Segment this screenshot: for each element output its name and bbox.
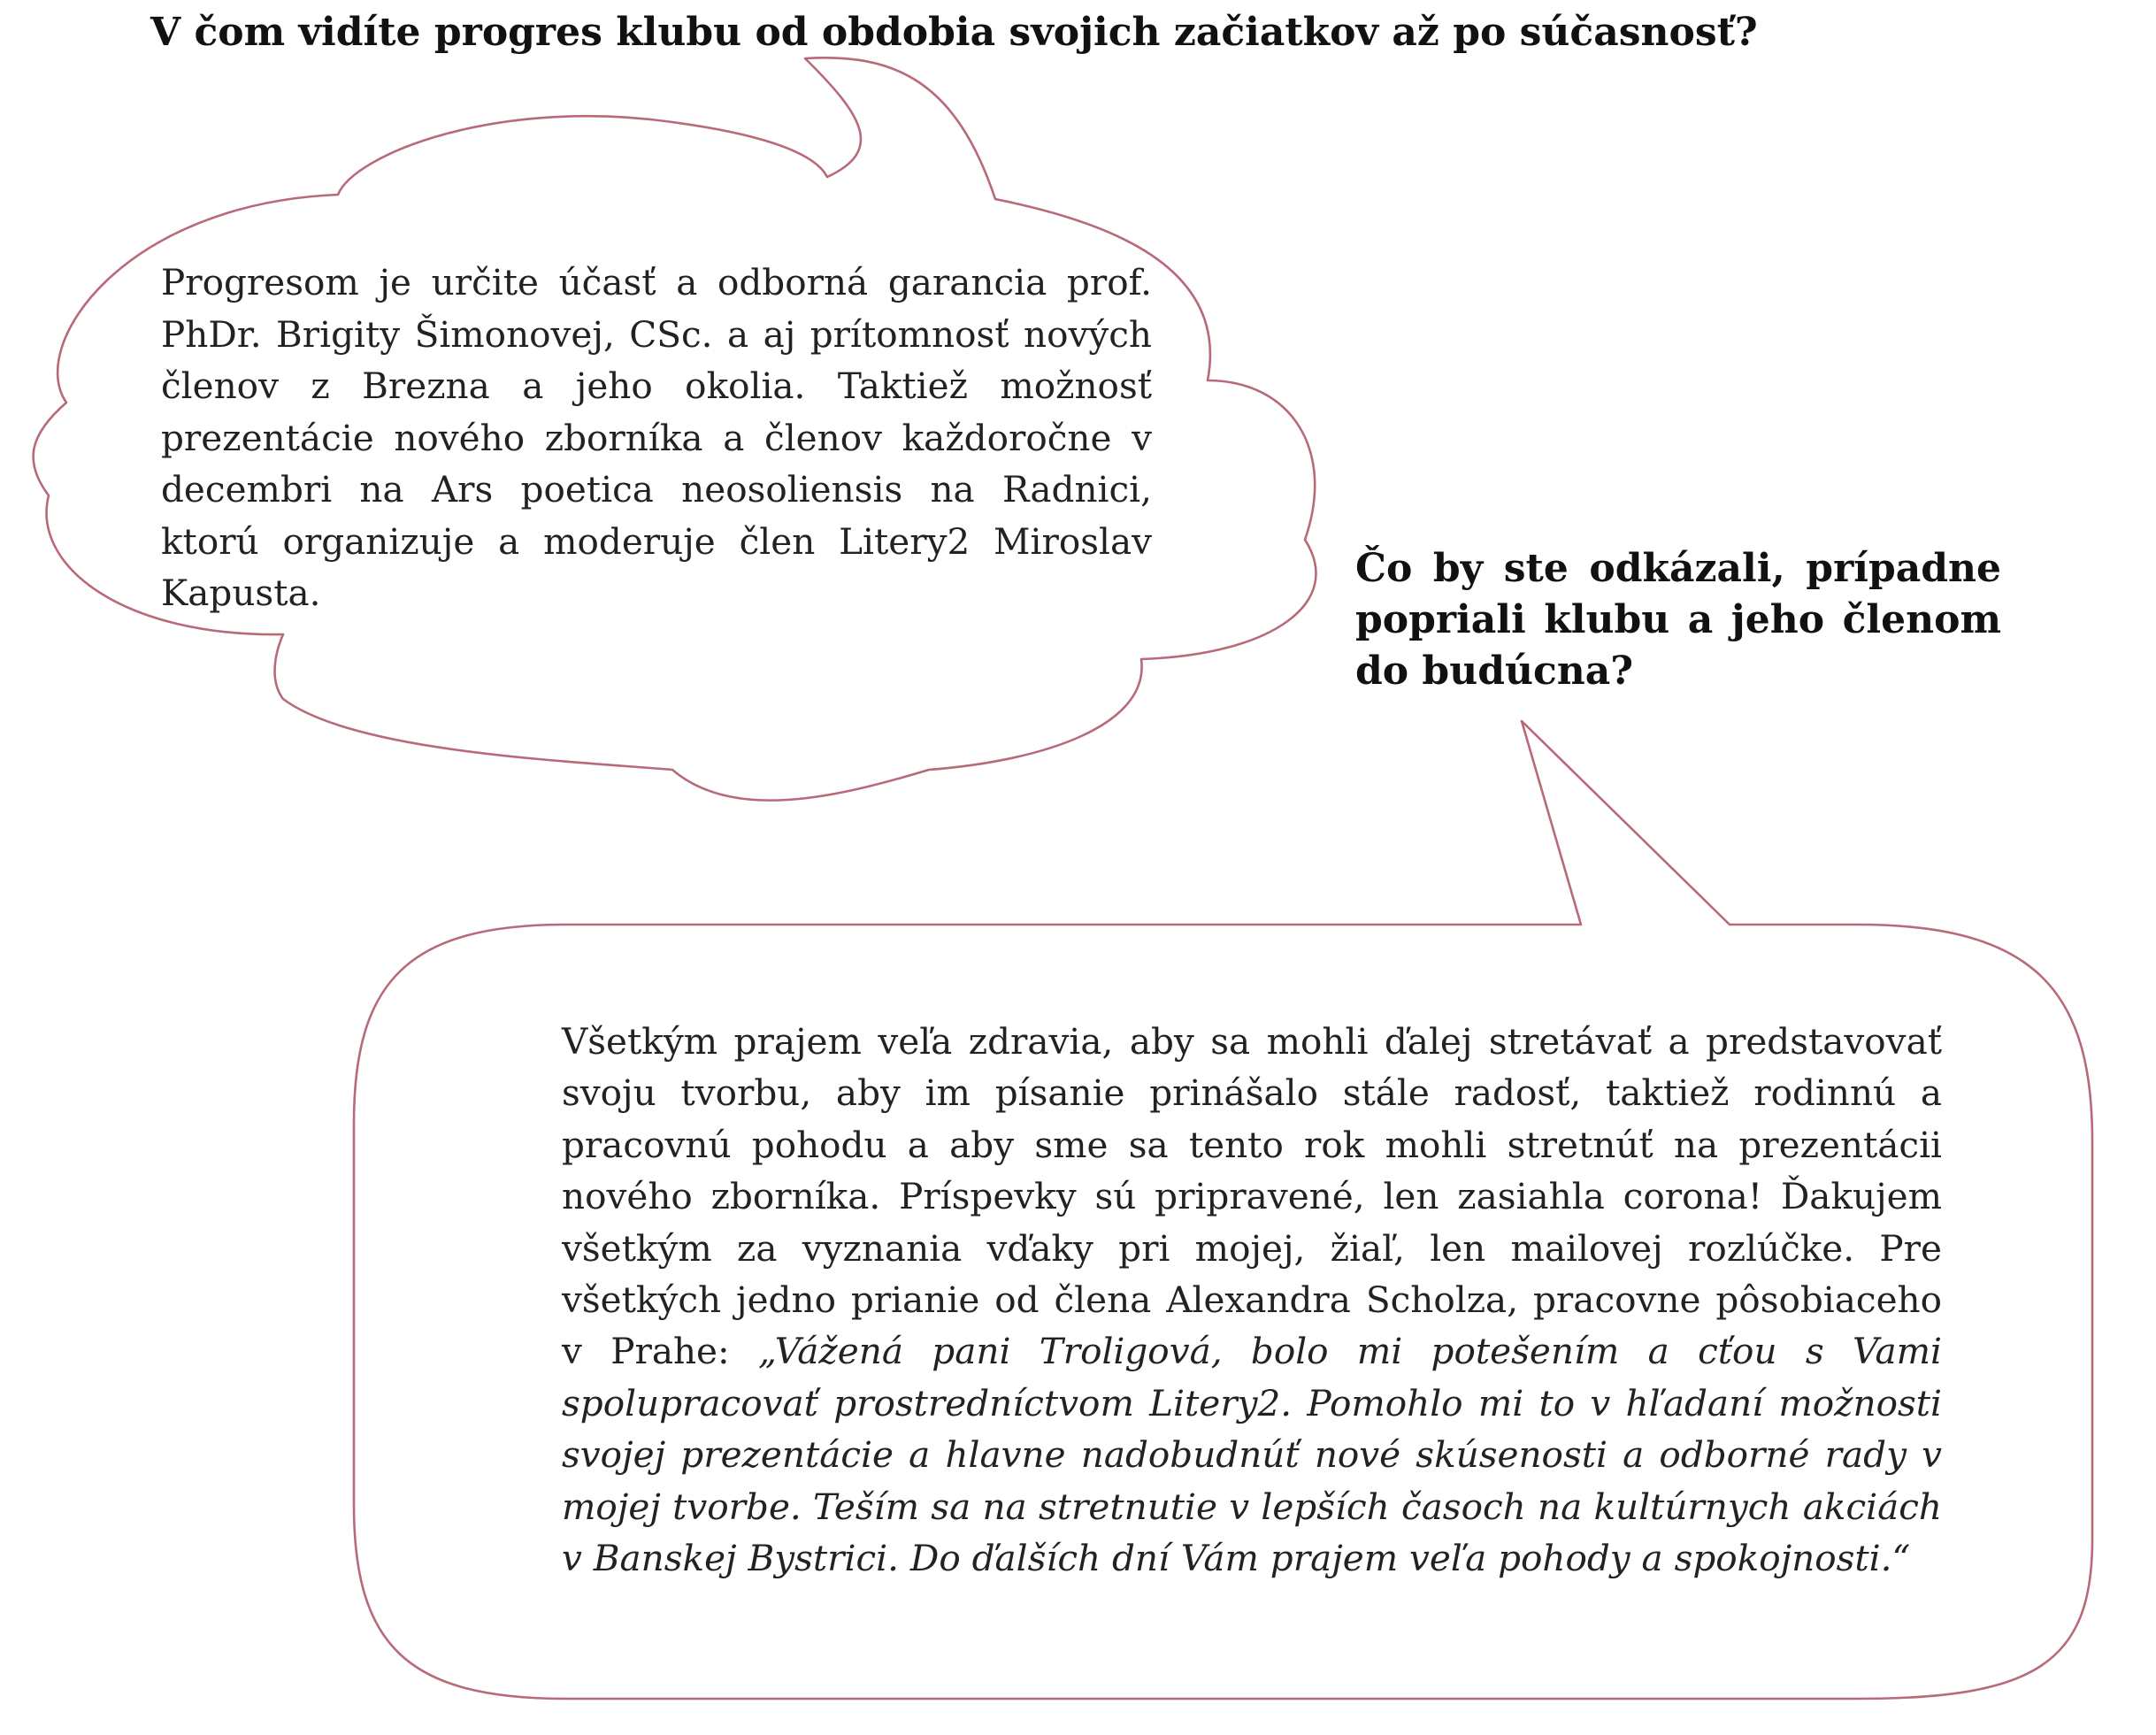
answer-1-paragraph: Progresom je určite účasť a odborná garancia prof. PhDr. Brigity Šimonovej, CSc. a aj prítomnosť nových členov z Brezna a jeho okolia. Taktiež možnosť prezentácie nového zborníka a členov každoročne v decembri na Ars poetica neosoliensis na Radnici, ktorú organizuje a moderuje člen Litery2 Miroslav Kapusta. — [161, 261, 1152, 614]
answer-2-paragraph — [562, 1016, 1942, 1584]
question-1-heading: V čom vidíte progres klubu od obdobia svojich začiatkov až po súčasnosť? — [150, 10, 1758, 55]
answer-2-text: Všetkým prajem veľa zdravia, aby sa mohli ďalej stretávať a predstavovať svoju tvorbu, aby im písanie prinášalo stále radosť, taktiež rodinnú a pracovnú pohodu a aby sme sa tento rok mohli stretnúť na prezentácii nového zborníka. Príspevky sú pripravené, len zasiahla corona! Ďakujem všetkým za vyznania vďaky pri mojej, žiaľ, len mailovej rozlúčke. Pre všetkých jedno prianie od člena Alexandra Scholza, pracovne pôsobiaceho v Prahe: — [562, 1020, 1942, 1373]
question-2-heading: Čo by ste odkázali, prípadne popriali klubu a jeho členom do budúcna? — [1355, 546, 2001, 694]
answer-2-quote: „Vážená pani Troligová, bolo mi potešením a cťou s Vami spolupracovať prostredníctvom Litery2. Pomohlo mi to v hľadaní možnosti svojej prezentácie a hlavne nadobudnúť nové skúsenosti a odborné rady v mojej tvorbe. Teším sa na stretnutie v lepších časoch na kultúrnych akciách v Banskej Bystrici. Do ďalších dní Vám prajem veľa pohody a spokojnosti.“ — [562, 1330, 1942, 1580]
